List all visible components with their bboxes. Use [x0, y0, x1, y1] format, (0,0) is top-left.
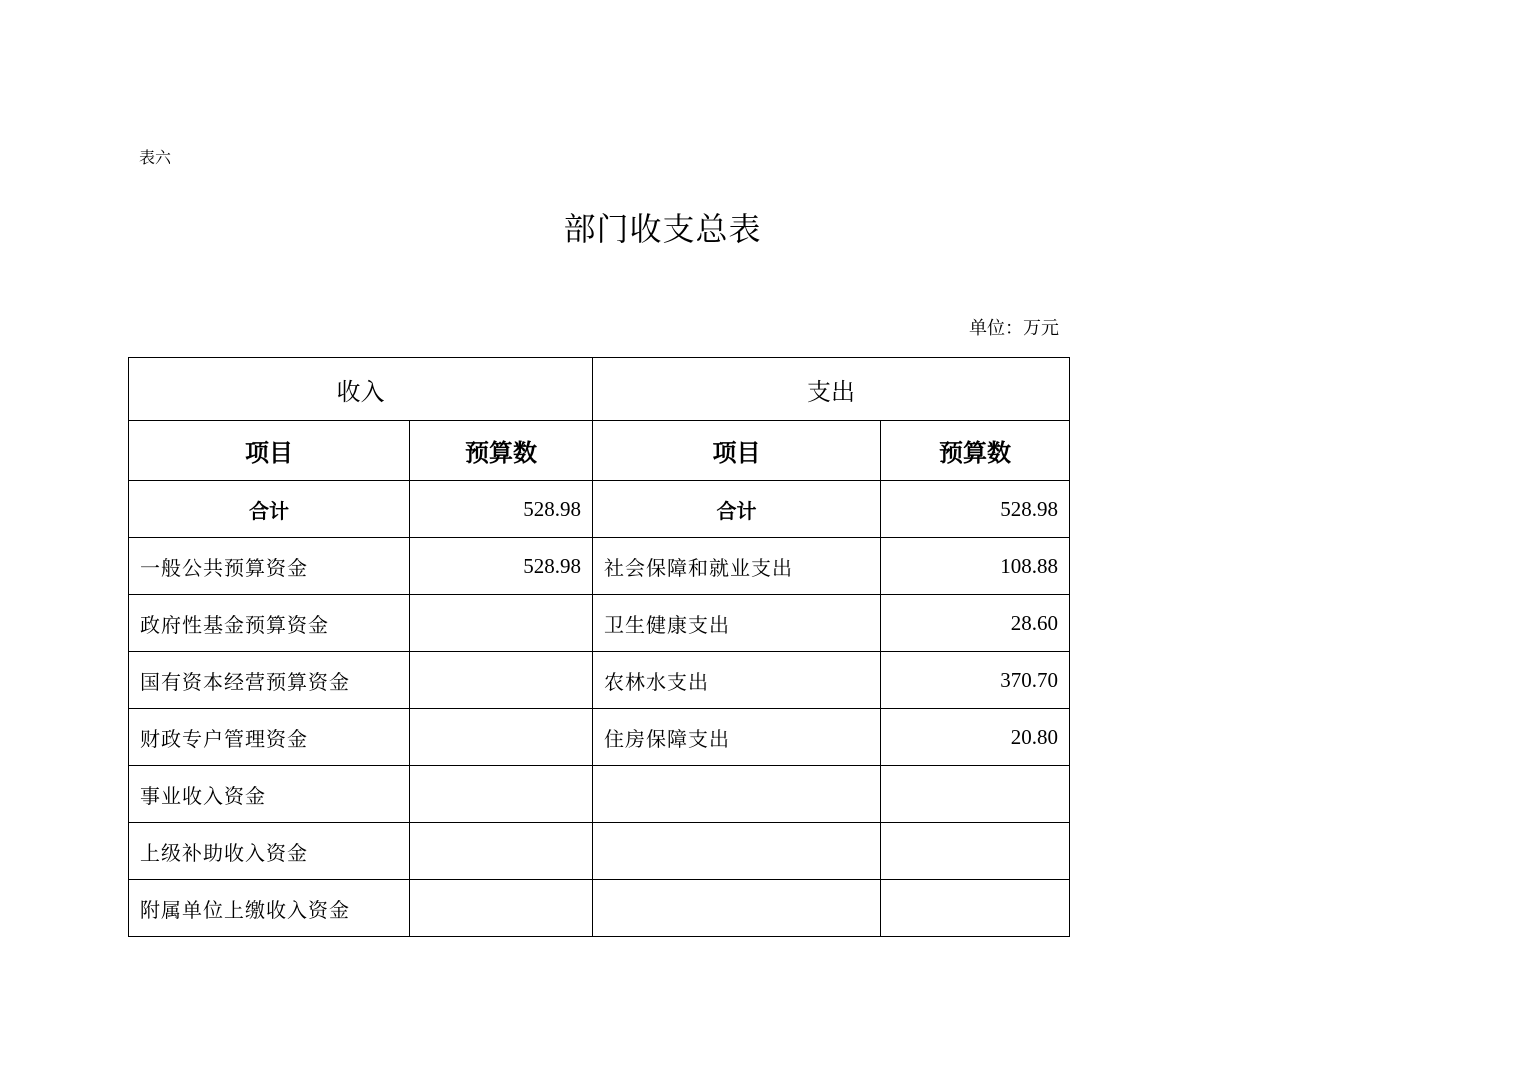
- table-row: [129, 766, 1070, 823]
- expense-budget-header: [881, 421, 1070, 481]
- income-total-value: 528.98: [410, 481, 593, 538]
- income-budget-header-label: 预算数: [465, 439, 537, 467]
- income-item-cell: 附属单位上缴收入资金: [129, 880, 410, 937]
- expense-value-cell: 108.88: [881, 538, 1070, 595]
- expense-value-cell: [881, 823, 1070, 880]
- expense-item-cell: [593, 766, 881, 823]
- expense-value-cell: 20.80: [881, 709, 1070, 766]
- income-value-cell: 528.98: [410, 538, 593, 595]
- column-header-row: [129, 421, 1070, 481]
- income-value-cell: [410, 709, 593, 766]
- expense-item-header-label: 项目: [712, 439, 761, 467]
- table-row: [129, 595, 1070, 652]
- total-row: [129, 481, 1070, 538]
- income-item-cell: 上级补助收入资金: [129, 823, 410, 880]
- expense-total-value: 528.98: [881, 481, 1070, 538]
- expense-item-header: [593, 421, 881, 481]
- expense-value-cell: [881, 880, 1070, 937]
- table-row: [129, 823, 1070, 880]
- income-item-header-label: 项目: [245, 439, 293, 467]
- unit-label: 单位：万元: [969, 318, 1059, 339]
- page-title: 部门收支总表: [563, 210, 762, 248]
- income-value-cell: [410, 766, 593, 823]
- expense-item-cell: [593, 823, 881, 880]
- income-value-cell: [410, 823, 593, 880]
- income-section-label: 收入: [336, 377, 385, 406]
- budget-table: [128, 357, 1070, 937]
- expense-value-cell: 28.60: [881, 595, 1070, 652]
- income-total-label: 合计: [129, 481, 410, 538]
- income-item-cell: 财政专户管理资金: [129, 709, 410, 766]
- table-row: [129, 880, 1070, 937]
- expense-item-cell: 卫生健康支出: [593, 595, 881, 652]
- income-section-header: [129, 358, 593, 421]
- table-number: 表六: [139, 148, 172, 167]
- income-item-header: [129, 421, 410, 481]
- expense-total-label: 合计: [593, 481, 881, 538]
- table-row: [129, 538, 1070, 595]
- income-budget-header: [410, 421, 593, 481]
- income-item-cell: 政府性基金预算资金: [129, 595, 410, 652]
- income-item-cell: 事业收入资金: [129, 766, 410, 823]
- table-row: [129, 652, 1070, 709]
- income-value-cell: [410, 652, 593, 709]
- expense-section-header: [593, 358, 1070, 421]
- section-header-row: [129, 358, 1070, 421]
- income-value-cell: [410, 880, 593, 937]
- expense-value-cell: [881, 766, 1070, 823]
- income-item-cell: 一般公共预算资金: [129, 538, 410, 595]
- expense-budget-header-label: 预算数: [939, 439, 1011, 467]
- expense-section-label: 支出: [807, 377, 855, 406]
- expense-item-cell: [593, 880, 881, 937]
- income-item-cell: 国有资本经营预算资金: [129, 652, 410, 709]
- income-value-cell: [410, 595, 593, 652]
- table-row: [129, 709, 1070, 766]
- expense-item-cell: 社会保障和就业支出: [593, 538, 881, 595]
- expense-item-cell: 农林水支出: [593, 652, 881, 709]
- expense-value-cell: 370.70: [881, 652, 1070, 709]
- expense-item-cell: 住房保障支出: [593, 709, 881, 766]
